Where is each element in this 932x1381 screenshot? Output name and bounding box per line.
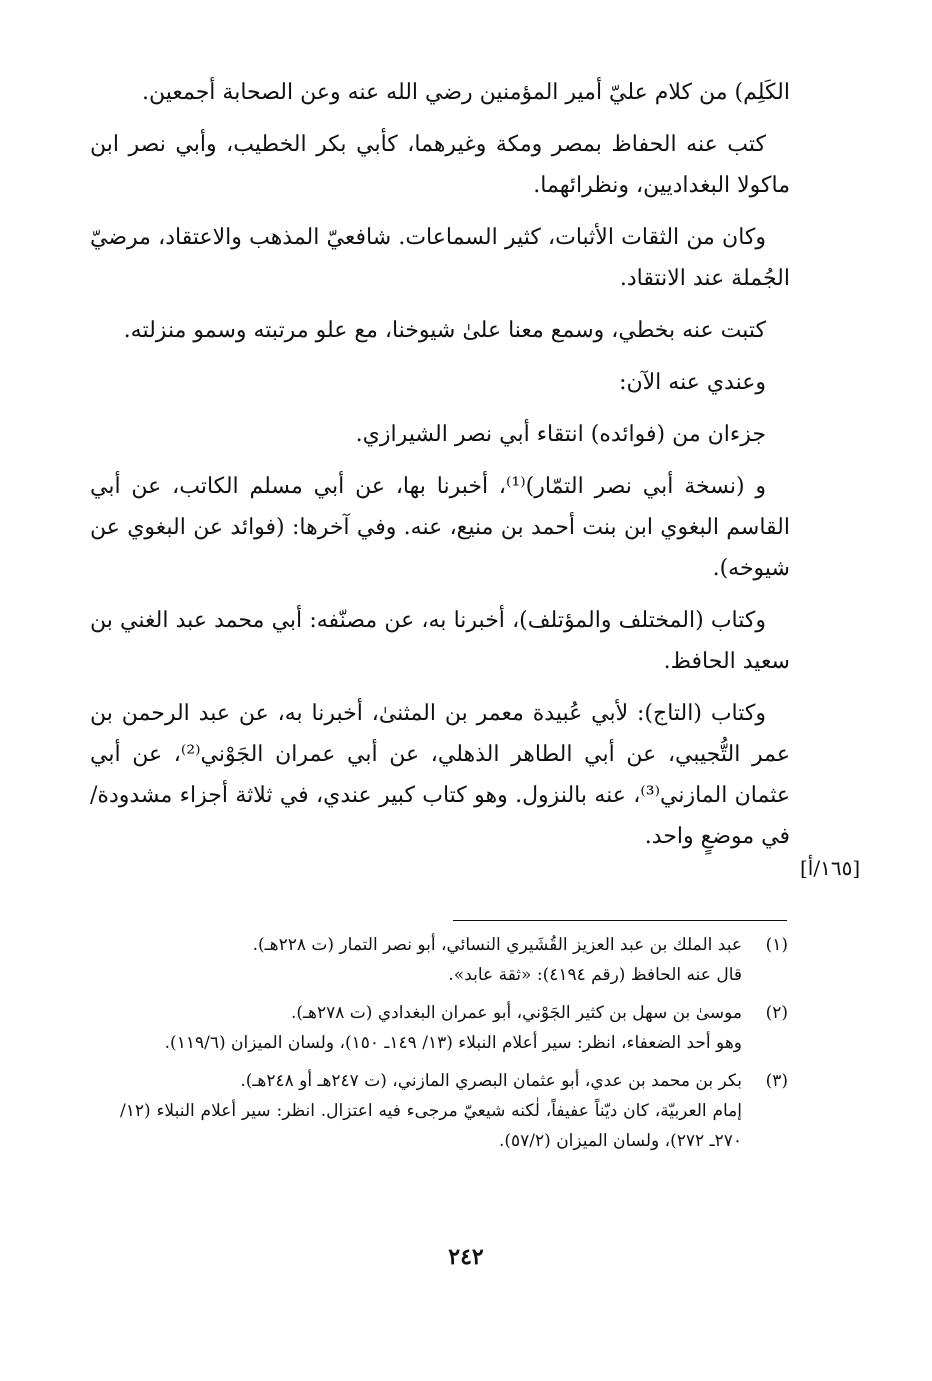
footnote [120,1066,788,1156]
paragraph: جزءان من (فوائده) انتقاء أبي نصر الشيرازي. [355,422,766,447]
footnotes [120,930,788,1164]
footnote-number: (٣) [765,1071,788,1091]
paragraph: وكتاب (التاج): لأبي عُبيدة معمر بن المثنىٰ، أخبرنا به، عن عبد الرحمن بن عمر التُّجيبي، عن أبي الطاهر الذهلي، عن أبي عمران الجَوْني⁽²⁾، عن أبي عثمان المازني⁽³⁾، عنه بالنزول. وهو كتاب كبير عندي، في ثلاثة أجزاء مشدودة/ في موضعٍ واحد. [90,701,790,849]
footnote-body [120,1066,742,1156]
footnote [120,930,788,990]
footnote-body [120,998,742,1058]
footnote [120,998,788,1058]
paragraph: وكتاب (المختلف والمؤتلف)، أخبرنا به، عن مصنّفه: أبي محمد عبد الغني بن سعيد الحافظ. [90,608,790,674]
main-text [90,72,790,868]
footnote-line: موسىٰ بن سهل بن كثير الجَوْني، أبو عمران البغدادي (ت ٢٧٨هـ). [291,1003,742,1023]
footnote-line: بكر بن محمد بن عدي، أبو عثمان البصري المازني، (ت ٢٤٧هـ أو ٢٤٨هـ). [240,1071,742,1091]
footnote-line: قال عنه الحافظ (رقم ٤١٩٤): «ثقة عابد». [448,965,742,985]
page-number: ٢٤٢ [448,1244,484,1270]
paragraph: كتب عنه الحفاظ بمصر ومكة وغيرهما، كأبي بكر الخطيب، وأبي نصر ابن ماكولا البغداديين، ونظرائهما. [90,132,790,198]
footnote-line: عبد الملك بن عبد العزيز القُشَيري النسائي، أبو نصر التمار (ت ٢٢٨هـ). [252,935,742,955]
manuscript-folio-reference: [١٦٥/أ] [800,856,861,880]
footnote-number: (١) [765,935,788,955]
footnote-number: (٢) [765,1003,788,1023]
footnote-line: إمام العربيّة، كان ديّناً عفيفاً، لٰكنه شيعيّ مرجىء فيه اعتزال. انظر: سير أعلام النبلاء (١٢/ ٢٧٠ـ ٢٧٢)، ولسان الميزان (٥٧/٢). [120,1101,742,1151]
footnote-line: وهو أحد الضعفاء، انظر: سير أعلام النبلاء (١٣/ ١٤٩ـ ١٥٠)، ولسان الميزان (١١٩/٦). [164,1033,742,1053]
paragraph: وكان من الثقات الأثبات، كثير السماعات. شافعيّ المذهب والاعتقاد، مرضيّ الجُملة عند الانتقاد. [90,225,790,291]
paragraph: وعندي عنه الآن: [619,370,766,395]
footnote-body [120,930,742,990]
paragraph: و (نسخة أبي نصر التمّار)⁽¹⁾، أخبرنا بها، عن أبي مسلم الكاتب، عن أبي القاسم البغوي ابن بنت أحمد بن منيع، عنه. وفي آخرها: (فوائد عن البغوي عن شيوخه). [90,474,790,581]
paragraph: كتبت عنه بخطي، وسمع معنا علىٰ شيوخنا، مع علو مرتبته وسمو منزلته. [123,318,766,343]
paragraph: الكَلِم) من كلام عليّ أمير المؤمنين رضي الله عنه وعن الصحابة أجمعين. [141,80,790,105]
footnote-separator [453,920,787,921]
